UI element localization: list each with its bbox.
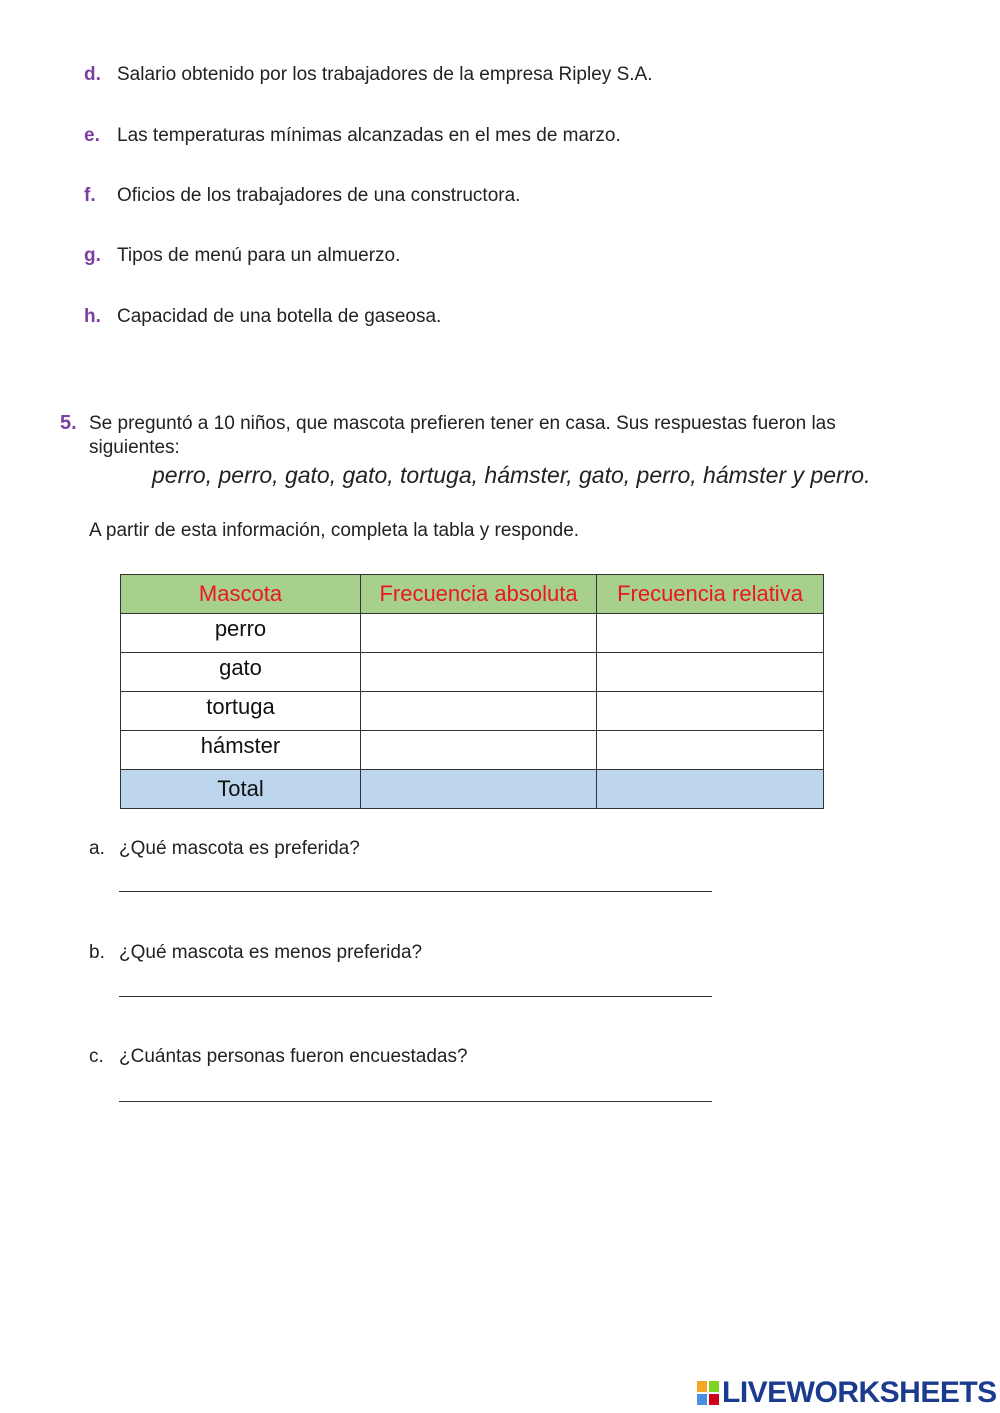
header-mascota: Mascota [121, 575, 361, 614]
item-text: Las temperaturas mínimas alcanzadas en el mes de marzo. [117, 125, 621, 146]
item-letter: g. [84, 245, 101, 266]
subquestion-letter: a. [89, 838, 105, 859]
absolute-frequency-cell[interactable] [361, 653, 597, 692]
list-item-d [84, 63, 652, 87]
table-header-row [121, 575, 824, 614]
pet-name: perro [121, 614, 361, 653]
pet-name: gato [121, 653, 361, 692]
list-item-h [84, 305, 441, 329]
instruction-text: A partir de esta información, completa la tabla y responde. [89, 520, 580, 541]
relative-frequency-cell[interactable] [597, 653, 824, 692]
question-number: 5. [60, 412, 77, 434]
subquestion-text: ¿Cuántas personas fueron encuestadas? [119, 1046, 468, 1067]
table-row [121, 653, 824, 692]
absolute-frequency-cell[interactable] [361, 692, 597, 731]
item-text: Capacidad de una botella de gaseosa. [117, 306, 442, 327]
answer-line-b[interactable] [119, 996, 712, 997]
relative-frequency-cell[interactable] [597, 731, 824, 770]
table-row [121, 614, 824, 653]
header-frecuencia-absoluta: Frecuencia absoluta [361, 575, 597, 614]
total-label: Total [121, 770, 361, 809]
list-item-g [84, 244, 400, 268]
relative-frequency-cell[interactable] [597, 692, 824, 731]
pet-name: hámster [121, 731, 361, 770]
table-row [121, 731, 824, 770]
subquestion-text: ¿Qué mascota es menos preferida? [119, 942, 423, 963]
question-text: Se preguntó a 10 niños, que mascota prefieren tener en casa. Sus respuestas fueron las siguientes: [89, 413, 836, 458]
logo-mark-icon [697, 1381, 719, 1405]
list-item-f [84, 184, 520, 208]
table-total-row [121, 770, 824, 809]
answer-line-a[interactable] [119, 891, 712, 892]
frequency-table [120, 574, 824, 809]
subquestion-letter: b. [89, 942, 105, 963]
subquestion-letter: c. [89, 1046, 104, 1067]
liveworksheets-logo [697, 1376, 997, 1410]
logo-text: LIVEWORKSHEETS [722, 1376, 997, 1409]
item-text: Tipos de menú para un almuerzo. [117, 245, 401, 266]
table-row [121, 692, 824, 731]
survey-answers: perro, perro, gato, gato, tortuga, hámster, gato, perro, hámster y perro. [152, 462, 871, 488]
subquestion-a [89, 838, 360, 860]
absolute-frequency-cell[interactable] [361, 614, 597, 653]
subquestion-text: ¿Qué mascota es preferida? [119, 838, 360, 859]
item-letter: f. [84, 185, 96, 206]
item-letter: e. [84, 125, 100, 146]
total-absolute-cell[interactable] [361, 770, 597, 809]
item-text: Oficios de los trabajadores de una constructora. [117, 185, 521, 206]
subquestion-b [89, 942, 422, 964]
total-relative-cell[interactable] [597, 770, 824, 809]
relative-frequency-cell[interactable] [597, 614, 824, 653]
absolute-frequency-cell[interactable] [361, 731, 597, 770]
pet-name: tortuga [121, 692, 361, 731]
list-item-e [84, 124, 621, 148]
subquestion-c [89, 1046, 468, 1068]
item-letter: d. [84, 64, 101, 85]
answer-line-c[interactable] [119, 1101, 712, 1102]
item-letter: h. [84, 306, 101, 327]
header-frecuencia-relativa: Frecuencia relativa [597, 575, 824, 614]
item-text: Salario obtenido por los trabajadores de la empresa Ripley S.A. [117, 64, 653, 85]
